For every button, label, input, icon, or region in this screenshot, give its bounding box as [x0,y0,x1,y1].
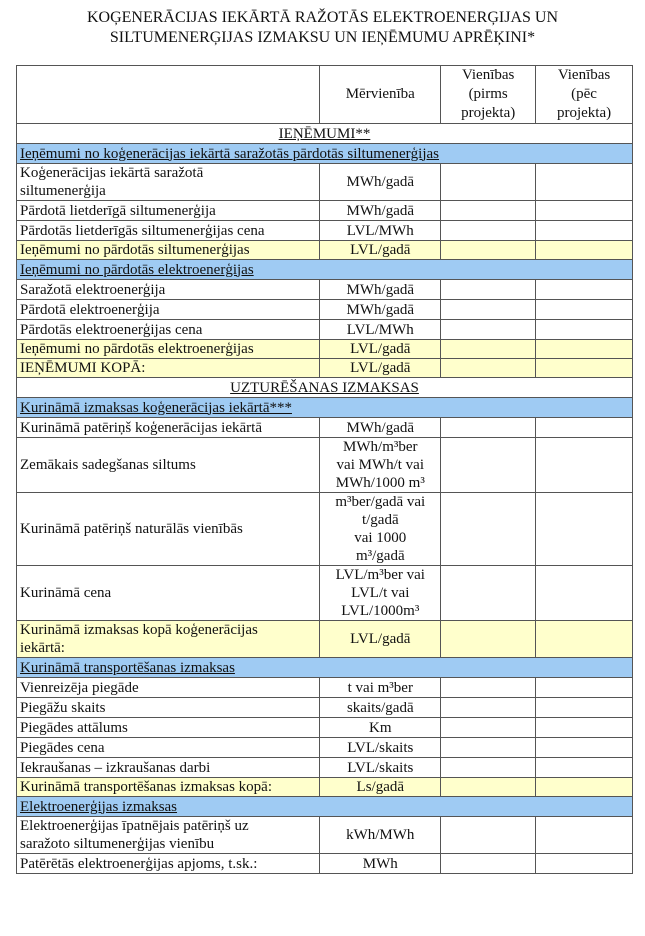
row-label: Piegāžu skaits [17,698,320,718]
row-unit: Km [320,718,441,738]
row-unit: MWh/m³ber vai MWh/t vai MWh/1000 m³ [320,438,441,493]
heading-label: IEŅĒMUMI** [278,125,371,142]
row-label: Patērētās elektroenerģijas apjoms, t.sk.: [17,854,320,874]
value-before-project-cell[interactable] [441,418,536,438]
value-after-project-cell[interactable] [536,241,633,260]
value-after-project-cell[interactable] [536,854,633,874]
table-row [17,678,633,698]
section-heading-row [17,124,633,144]
subsection-heading-row [17,797,633,817]
total-row [17,340,633,359]
value-before-project-cell[interactable] [441,300,536,320]
value-after-project-cell[interactable] [536,778,633,797]
row-unit: MWh/gadā [320,201,441,221]
subsection-heading-row [17,658,633,678]
value-before-project-cell[interactable] [441,493,536,566]
value-after-project-cell[interactable] [536,359,633,378]
value-before-project-cell[interactable] [441,280,536,300]
row-unit: LVL/gadā [320,359,441,378]
row-unit: LVL/gadā [320,340,441,359]
value-before-project-cell[interactable] [441,340,536,359]
value-before-project-cell[interactable] [441,320,536,340]
row-label: Saražotā elektroenerģija [17,280,320,300]
row-unit: m³ber/gadā vai t/gadā vai 1000 m³/gadā [320,493,441,566]
table-row [17,320,633,340]
subsection-heading-row [17,144,633,164]
value-after-project-cell[interactable] [536,340,633,359]
row-unit: LVL/MWh [320,320,441,340]
value-after-project-cell[interactable] [536,201,633,221]
table-row [17,718,633,738]
heading-label: Ieņēmumi no koģenerācijas iekārtā saražotās pārdotās siltumenerģijas [20,145,440,162]
table-row [17,758,633,778]
value-after-project-cell[interactable] [536,698,633,718]
row-label: Piegādes attālums [17,718,320,738]
row-label: Zemākais sadegšanas siltums [17,438,320,493]
row-label: Kurināmā izmaksas kopā koģenerācijas iekārtā: [17,621,320,658]
value-before-project-cell[interactable] [441,566,536,621]
value-before-project-cell[interactable] [441,621,536,658]
value-before-project-cell[interactable] [441,221,536,241]
heading-cell [17,398,633,418]
row-label: Piegādes cena [17,738,320,758]
header-after-project: Vienības (pēc projekta) [536,66,633,124]
heading-label: UZTURĒŠANAS IZMAKSAS [230,379,419,396]
value-after-project-cell[interactable] [536,817,633,854]
row-label: Koģenerācijas iekārtā saražotā siltumenerģija [17,164,320,201]
row-label: Kurināmā transportēšanas izmaksas kopā: [17,778,320,797]
value-before-project-cell[interactable] [441,241,536,260]
value-after-project-cell[interactable] [536,300,633,320]
table-row [17,300,633,320]
value-after-project-cell[interactable] [536,438,633,493]
row-label: Pārdotā lietderīgā siltumenerģija [17,201,320,221]
row-unit: LVL/gadā [320,621,441,658]
row-label: IEŅĒMUMI KOPĀ: [17,359,320,378]
value-after-project-cell[interactable] [536,418,633,438]
row-unit: MWh/gadā [320,280,441,300]
table-row [17,438,633,493]
value-after-project-cell[interactable] [536,758,633,778]
value-before-project-cell[interactable] [441,201,536,221]
table-row [17,817,633,854]
row-label: Kurināmā patēriņš koģenerācijas iekārtā [17,418,320,438]
value-after-project-cell[interactable] [536,678,633,698]
row-label: Pārdotā elektroenerģija [17,300,320,320]
row-unit: LVL/gadā [320,241,441,260]
row-label: Iekraušanas – izkraušanas darbi [17,758,320,778]
total-row [17,621,633,658]
table-row [17,201,633,221]
row-unit: LVL/skaits [320,758,441,778]
header-unit: Mērvienība [320,66,441,124]
heading-cell [17,124,633,144]
row-unit: Ls/gadā [320,778,441,797]
value-after-project-cell[interactable] [536,566,633,621]
header-before-project: Vienības (pirms projekta) [441,66,536,124]
table-row [17,566,633,621]
row-unit: MWh/gadā [320,418,441,438]
value-before-project-cell[interactable] [441,854,536,874]
value-before-project-cell[interactable] [441,817,536,854]
table-row [17,698,633,718]
row-unit: LVL/skaits [320,738,441,758]
row-unit: MWh [320,854,441,874]
value-after-project-cell[interactable] [536,718,633,738]
table-row [17,738,633,758]
value-before-project-cell[interactable] [441,718,536,738]
heading-cell [17,797,633,817]
cost-revenue-table [16,65,633,874]
header-item [17,66,320,124]
row-label: Ieņēmumi no pārdotās siltumenerģijas [17,241,320,260]
value-before-project-cell[interactable] [441,738,536,758]
subsection-heading-row [17,260,633,280]
row-unit: t vai m³ber [320,678,441,698]
row-label: Ieņēmumi no pārdotās elektroenerģijas [17,340,320,359]
row-unit: skaits/gadā [320,698,441,718]
table-row [17,221,633,241]
value-after-project-cell[interactable] [536,320,633,340]
table-row [17,164,633,201]
heading-cell [17,378,633,398]
table-header-row [17,66,633,124]
value-before-project-cell[interactable] [441,359,536,378]
row-unit: MWh/gadā [320,300,441,320]
row-label: Kurināmā cena [17,566,320,621]
total-row [17,778,633,797]
value-after-project-cell[interactable] [536,621,633,658]
value-after-project-cell[interactable] [536,280,633,300]
total-row [17,241,633,260]
subsection-heading-row [17,398,633,418]
value-before-project-cell[interactable] [441,438,536,493]
row-unit: MWh/gadā [320,164,441,201]
total-row [17,359,633,378]
table-row [17,418,633,438]
value-after-project-cell[interactable] [536,164,633,201]
value-before-project-cell[interactable] [441,164,536,201]
row-unit: LVL/MWh [320,221,441,241]
document-title: KOĢENERĀCIJAS IEKĀRTĀ RAŽOTĀS ELEKTROENERĢIJAS UN SILTUMENERĢIJAS IZMAKSU UN IEŅĒMUMU APRĒĶINI* [86,9,559,46]
row-label: Pārdotās lietderīgās siltumenerģijas cena [17,221,320,241]
heading-label: Elektroenerģijas izmaksas [20,798,178,815]
row-label: Vienreizēja piegāde [17,678,320,698]
heading-label: Kurināmā izmaksas koģenerācijas iekārtā*** [20,399,292,416]
value-before-project-cell[interactable] [441,698,536,718]
section-heading-row [17,378,633,398]
value-after-project-cell[interactable] [536,493,633,566]
value-after-project-cell[interactable] [536,738,633,758]
value-before-project-cell[interactable] [441,778,536,797]
value-before-project-cell[interactable] [441,758,536,778]
heading-cell [17,144,633,164]
row-label: Kurināmā patēriņš naturālās vienībās [17,493,320,566]
heading-cell [17,658,633,678]
heading-label: Ieņēmumi no pārdotās elektroenerģijas [20,261,254,278]
value-before-project-cell[interactable] [441,678,536,698]
row-unit: kWh/MWh [320,817,441,854]
heading-label: Kurināmā transportēšanas izmaksas [20,659,235,676]
row-label: Pārdotās elektroenerģijas cena [17,320,320,340]
table-row [17,854,633,874]
heading-cell [17,260,633,280]
table-row [17,493,633,566]
row-unit: LVL/m³ber vai LVL/t vai LVL/1000m³ [320,566,441,621]
table-row [17,280,633,300]
value-after-project-cell[interactable] [536,221,633,241]
row-label: Elektroenerģijas īpatnējais patēriņš uz saražoto siltumenerģijas vienību [17,817,320,854]
